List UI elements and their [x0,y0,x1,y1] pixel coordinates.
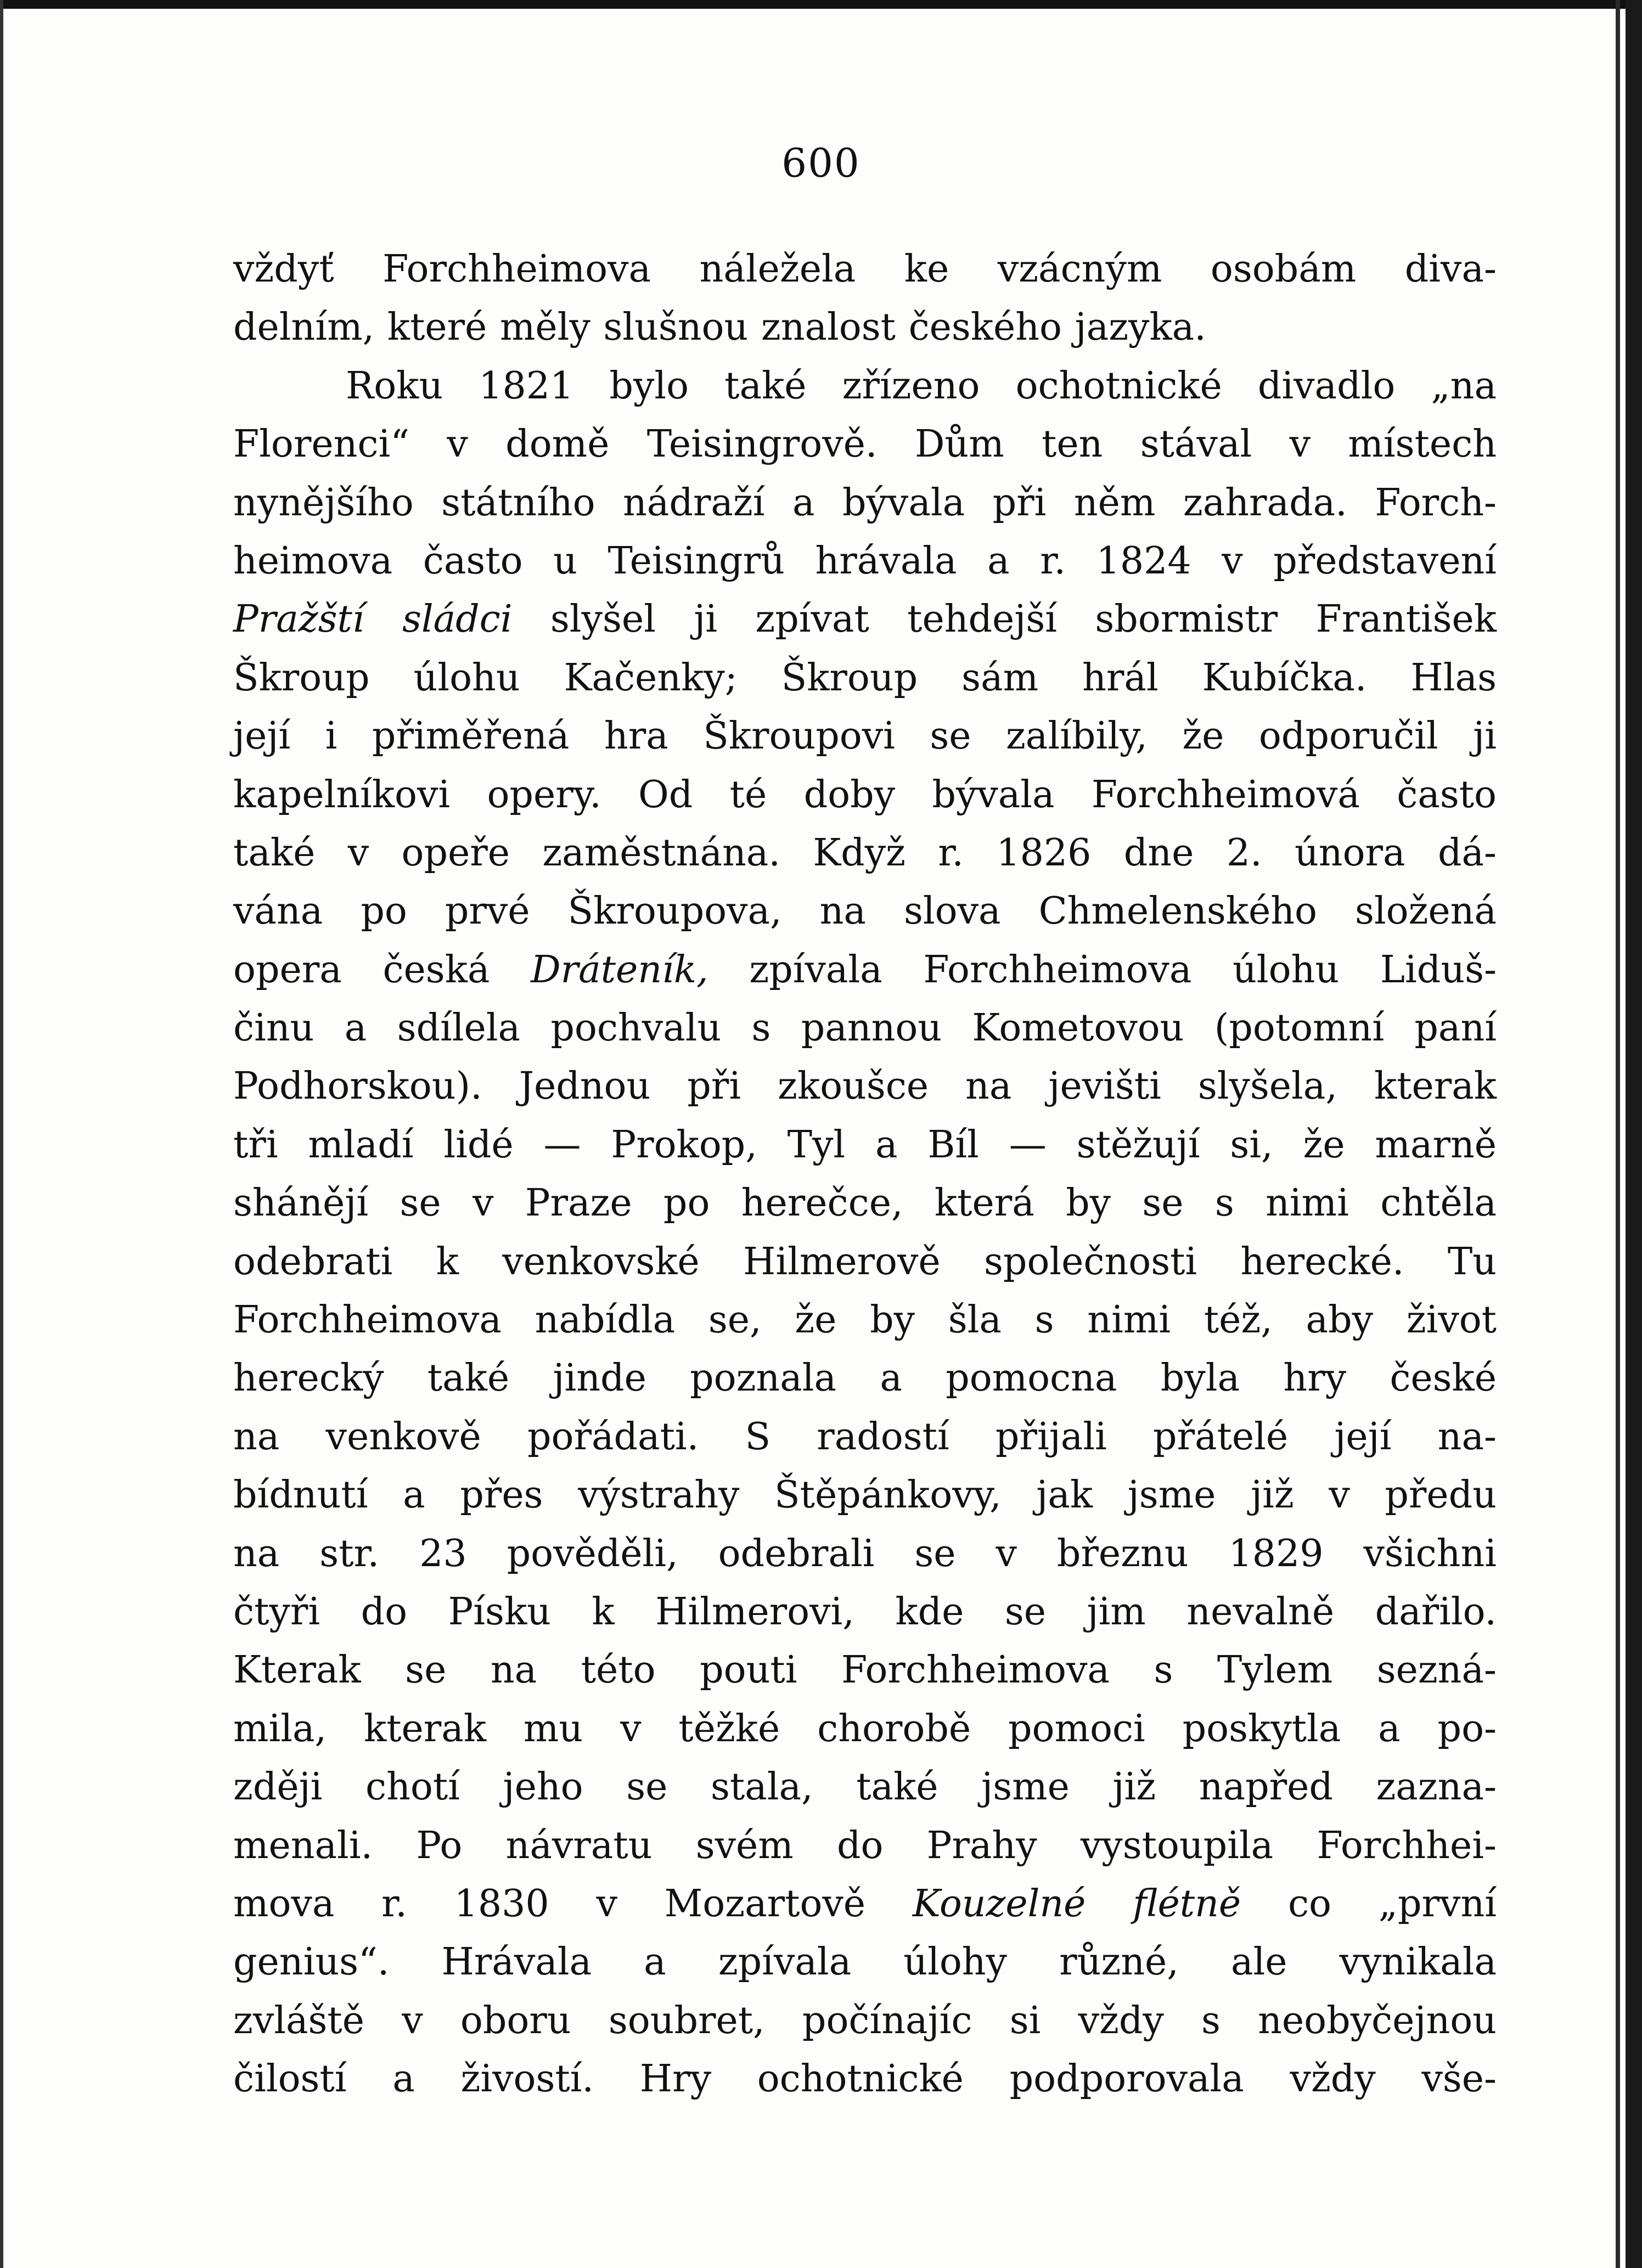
text-segment: co „první [1241,1882,1497,1926]
italic-title: Kouzelné flétně [912,1882,1241,1926]
italic-title: Pražští sládci [233,598,513,641]
text-line: také v opeře zaměstnána. Když r. 1826 dne 2. února dá- [233,831,1497,875]
text-line: Roku 1821 bylo také zřízeno ochotnické divadlo „na [346,364,1497,408]
page-number: 600 [781,140,861,186]
text-line: na str. 23 pověděli, odebrali se v březnu 1829 všichni [233,1532,1497,1575]
text-line: zvláště v oboru soubret, počínajíc si vždy s neobyčejnou [233,1999,1497,2042]
text-segment: mova r. 1830 v Mozartově [233,1882,913,1926]
text-segment: slyšel ji zpívat tehdejší sbormistr František [512,598,1497,641]
text-line: vždyť Forchheimova náležela ke vzácným osobám diva- [233,247,1497,291]
text-line: její i přiměřená hra Škroupovi se zalíbily, že odporučil ji [233,714,1497,758]
text-line: menali. Po návratu svém do Prahy vystoupila Forchhei- [233,1824,1497,1867]
text-line: nynějšího státního nádraží a bývala při něm zahrada. Forch- [233,481,1497,525]
text-line: na venkově pořádati. S radostí přijali přátelé její na- [233,1415,1497,1459]
text-line: Kterak se na této pouti Forchheimova s Tylem sezná- [233,1648,1497,1692]
text-line: shánějí se v Praze po herečce, která by se s nimi chtěla [233,1181,1497,1225]
text-line: zději chotí jeho se stala, také jsme již napřed zazna- [233,1765,1497,1809]
text-line: bídnutí a přes výstrahy Štěpánkovy, jak jsme již v předu [233,1473,1497,1517]
text-line [233,941,1497,999]
italic-title: Dráteník, [531,948,708,992]
scan-edge-top [0,0,1642,9]
text-line [233,1875,1497,1933]
text-line: delním, které měly slušnou znalost českého jazyka. [233,306,1206,350]
text-line: Florenci“ v domě Teisingrově. Dům ten stával v místech [233,423,1497,466]
body-text [233,240,1497,2109]
text-segment: opera česká [233,948,531,992]
text-line: heimova často u Teisingrů hrávala a r. 1824 v představení [233,539,1497,583]
text-line: čtyři do Písku k Hilmerovi, kde se jim nevalně dařilo. [233,1590,1497,1634]
text-segment: zpívala Forchheimova úlohu Liduš- [708,948,1497,992]
text-line [233,590,1497,649]
text-line: genius“. Hrávala a zpívala úlohy různé, ale vynikala [233,1940,1497,1984]
text-line: kapelníkovi opery. Od té doby bývala Forchheimová často [233,773,1497,817]
text-line: mila, kterak mu v těžké chorobě pomoci poskytla a po- [233,1707,1497,1751]
text-line: čilostí a živostí. Hry ochotnické podporovala vždy vše- [233,2057,1497,2101]
text-line: Škroup úlohu Kačenky; Škroup sám hrál Kubíčka. Hlas [233,656,1497,700]
text-line: tři mladí lidé — Prokop, Tyl a Bíl — stěžují si, že marně [233,1123,1497,1167]
scan-edge-left [0,0,3,2268]
scan-edge-right-inner [1616,0,1620,2268]
text-line: Forchheimova nabídla se, že by šla s nimi též, aby život [233,1298,1497,1342]
text-line: herecký také jinde poznala a pomocna byla hry české [233,1357,1497,1400]
scan-edge-right [1626,0,1642,2268]
text-line: vána po prvé Škroupova, na slova Chmelenského složená [233,890,1497,933]
text-line: Podhorskou). Jednou při zkoušce na jevišti slyšela, kterak [233,1065,1497,1108]
text-line: činu a sdílela pochvalu s pannou Kometovou (potomní paní [233,1006,1497,1050]
text-line: odebrati k venkovské Hilmerově společnosti herecké. Tu [233,1240,1497,1284]
